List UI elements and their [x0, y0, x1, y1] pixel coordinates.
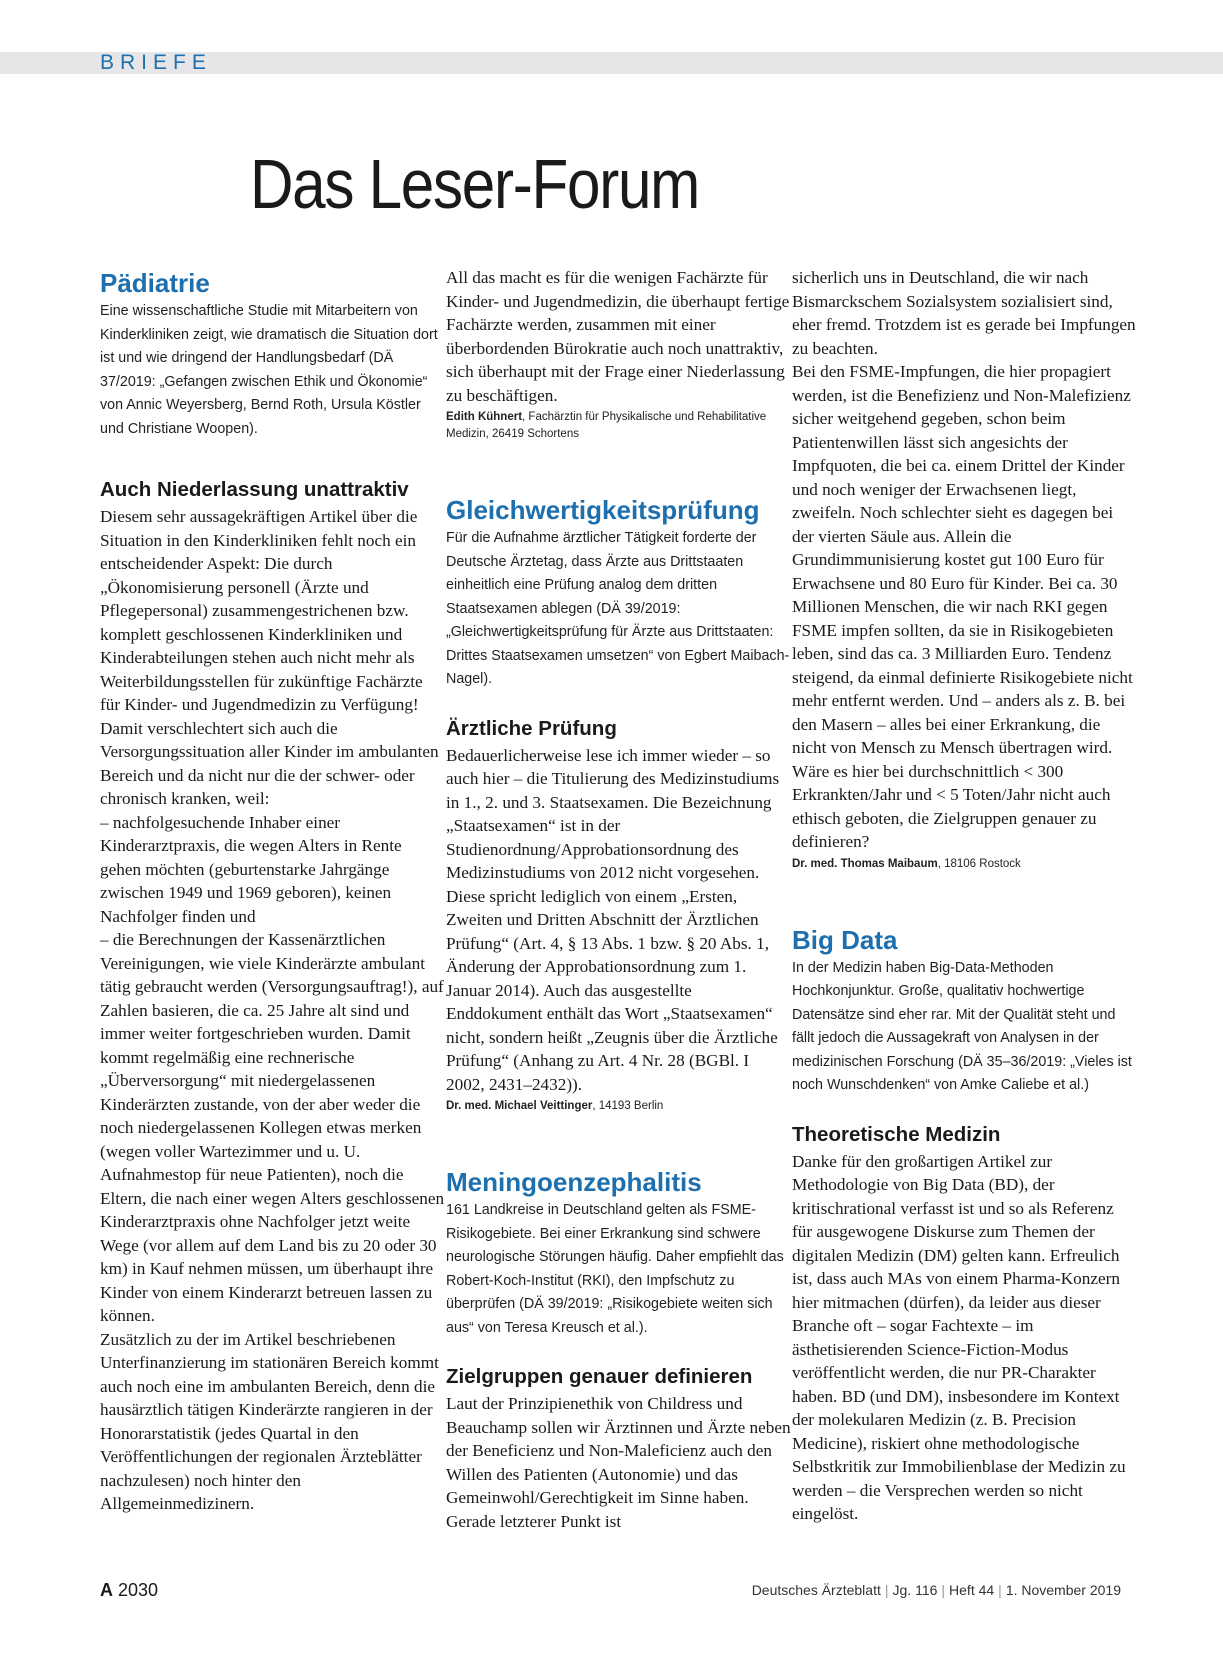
page-number-value: 2030	[118, 1580, 159, 1600]
page-prefix: A	[100, 1580, 113, 1600]
signature-name: Dr. med. Thomas Maibaum	[792, 857, 938, 870]
page-number	[100, 1580, 158, 1601]
journal-name: Deutsches Ärzteblatt	[751, 1582, 881, 1598]
divider: |	[884, 1582, 889, 1598]
journal-date: 1. November 2019	[1005, 1582, 1121, 1598]
letter-paragraph: – die Berechnungen der Kassenärztlichen Vereinigungen, wie viele Kinderärzte ambulant tätig gebraucht werden (Versorgungsauftrag!), auf Zahlen basieren, die ca. 25 Jahre alt sind und immer weiter fortgeschrieben wurden. Damit kommt regelmäßig eine rechnerische „Überversorgung“ mit niedergelassenen Kinderärzten zustande, von der aber weder die noch niedergelassenen Kollegen etwas merken (wegen voller Wartezimmer und u. U. Aufnahmestop für neue Patienten), noch die Eltern, die nach einer wegen Alters geschlossenen Kinderarztpraxis ohne Nachfolger jetzt weite Wege (vor allem auf dem Land bis zu 20 oder 30 km) in Kauf nehmen müssen, um überhaupt ihre Kinder von einem Kinderarzt betreuen lassen zu können.	[100, 930, 445, 1325]
column-2	[446, 266, 791, 1533]
letter-signature	[792, 856, 1137, 873]
signature-name: Dr. med. Michael Veittinger	[446, 1100, 593, 1112]
letter-paragraph: Diesem sehr aussagekräftigen Artikel über die Situation in den Kinderkliniken fehlt noch ein entscheidender Aspekt: Die durch „Ökonomisierung personell (Ärzte und Pflegepersonal) zusammengestrichenen bzw. komplett geschlossenen Kinderkliniken und Kinderabteilungen stehen auch nicht mehr als Weiterbildungsstellen für zukünftige Fachärzte für Kinder- und Jugendmedizin zu Verfügung!	[100, 507, 423, 714]
topic-lead: Eine wissenschaftliche Studie mit Mitarbeitern von Kinderkliniken zeigt, wie dramatisch die Situation dort ist und wie dringend der Handlungsbedarf (DÄ 37/2019: „Gefangen zwischen Ethik und Ökonomie“ von Annic Weyersberg, Bernd Roth, Ursula Köstler und Christiane Woopen).	[100, 303, 438, 437]
topic-heading-gleichwertigkeitspruefung: Gleichwertigkeitsprüfung	[446, 495, 760, 525]
signature-affiliation: , Fachärztin für Physikalische und Rehabilitative Medizin, 26419 Schortens	[446, 411, 767, 440]
letter-paragraph: Bedauerlicherweise lese ich immer wieder – so auch hier – die Titulierung des Medizinstudiums in 1., 2. und 3. Staatsexamen. Die Bezeichnung „Staatsexamen“ ist in der Studienordnung/Approbationsordnung des Medizinstudiums von 2012 nicht vorgesehen. Diese spricht lediglich von einem „Ersten, Zweiten und Dritten Abschnitt der Ärztlichen Prüfung“ (Art. 4, § 13 Abs. 1 bzw. § 20 Abs. 1, Änderung der Approbationsordnung zum 1. Januar 2014). Auch das ausgestellte Enddokument enthält das Wort „Staatsexamen“ nicht, sondern heißt „Zeugnis über die Ärztliche Prüfung“ (Anhang zu Art. 4 Nr. 28 (BGBl. I 2002, 2431–2432)).	[446, 745, 780, 1094]
letter-headline: Zielgruppen genauer definieren	[446, 1365, 753, 1388]
letter-headline: Ärztliche Prüfung	[446, 716, 617, 740]
letter-headline: Theoretische Medizin	[792, 1122, 1001, 1146]
letter-paragraph: All das macht es für die wenigen Fachärzte für Kinder- und Jugendmedizin, die überhaupt fertige Fachärzte werden, zusammen mit einer überbordenden Bürokratie auch noch unattraktiv, sich überhaupt mit der Frage einer Niederlassung zu beschäftigen.	[446, 268, 790, 405]
letter-paragraph: sicherlich uns in Deutschland, die wir nach Bismarckschem Sozialsystem sozialisiert sind, eher fremd. Trotzdem ist es gerade bei Impfungen zu beachten.	[792, 268, 1136, 358]
journal-info	[752, 1582, 1121, 1598]
topic-lead: 161 Landkreise in Deutschland gelten als FSME-Risikogebiete. Bei einer Erkrankung sind schwere neurologische Störungen häufig. Daher empfiehlt das Robert-Koch-Institut (RKI), den Impfschutz zu überprüfen (DÄ 39/2019: „Risikogebiete weiten sich aus“ von Teresa Kreusch et al.).	[446, 1202, 784, 1336]
letter-paragraph: Zusätzlich zu der im Artikel beschriebenen Unterfinanzierung im stationären Bereich kommt auch noch eine im ambulanten Bereich, denn die hausärztlich tätigen Kinderärzte rangieren in der Honorarstatistik (jedes Quartal in den Veröffentlichungen der regionalen Ärzteblätter nachzulesen) noch hinter den Allgemeinmedizinern.	[100, 1329, 439, 1513]
letter-signature	[446, 409, 791, 443]
column-3	[792, 266, 1137, 1526]
letter-paragraph: Danke für den großartigen Artikel zur Methodologie von Big Data (BD), der kritischrational verfasst ist und so als Referenz für ausgewogene Diskurse zum Themen der digitalen Medizin (DM) gelten kann. Erfreulich ist, dass auch MAs von einem Pharma-Konzern hier mitmachen (dürfen), da leider aus dieser Branche oft – sogar Fachtexte – im ästhetisierenden Science-Fiction-Modus veröffentlicht werden, die nur PR-Charakter haben. BD (und DM), insbesondere im Kontext der molekularen Medizin (z. B. Precision Medicine), riskiert ohne methodologische Selbstkritik zur Immobilienblase der Medizin zu werden – die Versprechen werden so nicht eingelöst.	[792, 1151, 1126, 1523]
divider: |	[941, 1582, 946, 1598]
letter-paragraph: – nachfolgesuchende Inhaber einer Kinderarztpraxis, die wegen Alters in Rente gehen möchten (geburtenstarke Jahrgänge zwischen 1949 und 1969 geboren), keinen Nachfolger finden und	[100, 812, 402, 926]
letter-paragraph: Damit verschlechtert sich auch die Versorgungssituation aller Kinder im ambulanten Bereich und da nicht nur die der schwer- oder chronisch kranken, weil:	[100, 718, 439, 808]
page-title: Das Leser-Forum	[250, 145, 700, 223]
topic-heading-big-data: Big Data	[792, 924, 898, 955]
signature-affiliation: , 18106 Rostock	[937, 857, 1021, 870]
journal-issue: Heft 44	[949, 1582, 995, 1598]
journal-volume: Jg. 116	[892, 1582, 938, 1598]
topic-heading-paediatrie: Pädiatrie	[100, 268, 210, 298]
section-label: BRIEFE	[100, 51, 212, 74]
letter-signature	[446, 1098, 791, 1115]
topic-lead: Für die Aufnahme ärztlicher Tätigkeit forderte der Deutsche Ärztetag, dass Ärzte aus Drittstaaten einheitlich eine Prüfung analog dem dritten Staatsexamen ablegen (DÄ 39/2019: „Gleichwertigkeitsprüfung für Ärzte aus Drittstaaten: Drittes Staatsexamen umsetzen“ von Egbert Maibach-Nagel).	[446, 530, 790, 687]
signature-affiliation: , 14193 Berlin	[592, 1100, 664, 1112]
column-1	[100, 268, 445, 1516]
letter-paragraph: Bei den FSME-Impfungen, die hier propagiert werden, ist die Benefizienz und Non-Malefizienz sicher weitgehend gegeben, schon beim Patientenwillen lässt sich angesichts der Impfquoten, die bei ca. einem Drittel der Kinder und noch weniger der Erwachsenen liegt, zweifeln. Noch schlechter sieht es dagegen bei der vierten Säule aus. Allein die Grundimmunisierung kostet gut 100 Euro für Erwachsene und 80 Euro für Kinder. Bei ca. 30 Millionen Menschen, die wir nach RKI gegen FSME impfen sollten, da sie in Risikogebieten leben, sind das ca. 3 Milliarden Euro. Tendenz steigend, da einmal definierte Risikogebiete nicht mehr entfernt werden. Und – anders als z. B. bei den Masern – alles bei einer Erkrankung, die nicht von Mensch zu Mensch übertragen wird. Wäre es hier bei durchschnittlich < 300 Erkrankten/Jahr und < 5 Toten/Jahr nicht auch ethisch geboten, die Zielgruppen genauer zu definieren?	[792, 362, 1133, 851]
topic-heading-meningoenzephalitis: Meningoenzephalitis	[446, 1167, 702, 1197]
topic-lead: In der Medizin haben Big-Data-Methoden Hochkonjunktur. Große, qualitativ hochwertige Datensätze sind eher rar. Mit der Qualität steht und fällt jedoch die Aussagekraft von Analysen in der medizinischen Forschung (DÄ 35–36/2019: „Vieles ist noch Wunschdenken“ von Amke Caliebe et al.)	[792, 959, 1132, 1093]
letter-headline: Auch Niederlassung unattraktiv	[100, 478, 409, 501]
letter-paragraph: Laut der Prinzipienethik von Childress und Beauchamp sollen wir Ärztinnen und Ärzte neben der Beneficienz und Non-Maleficienz auch den Willen des Patienten (Autonomie) und das Gemeinwohl/Gerechtigkeit im Sinne haben. Gerade letzterer Punkt ist	[446, 1394, 791, 1531]
divider: |	[998, 1582, 1002, 1598]
signature-name: Edith Kühnert	[446, 411, 523, 423]
